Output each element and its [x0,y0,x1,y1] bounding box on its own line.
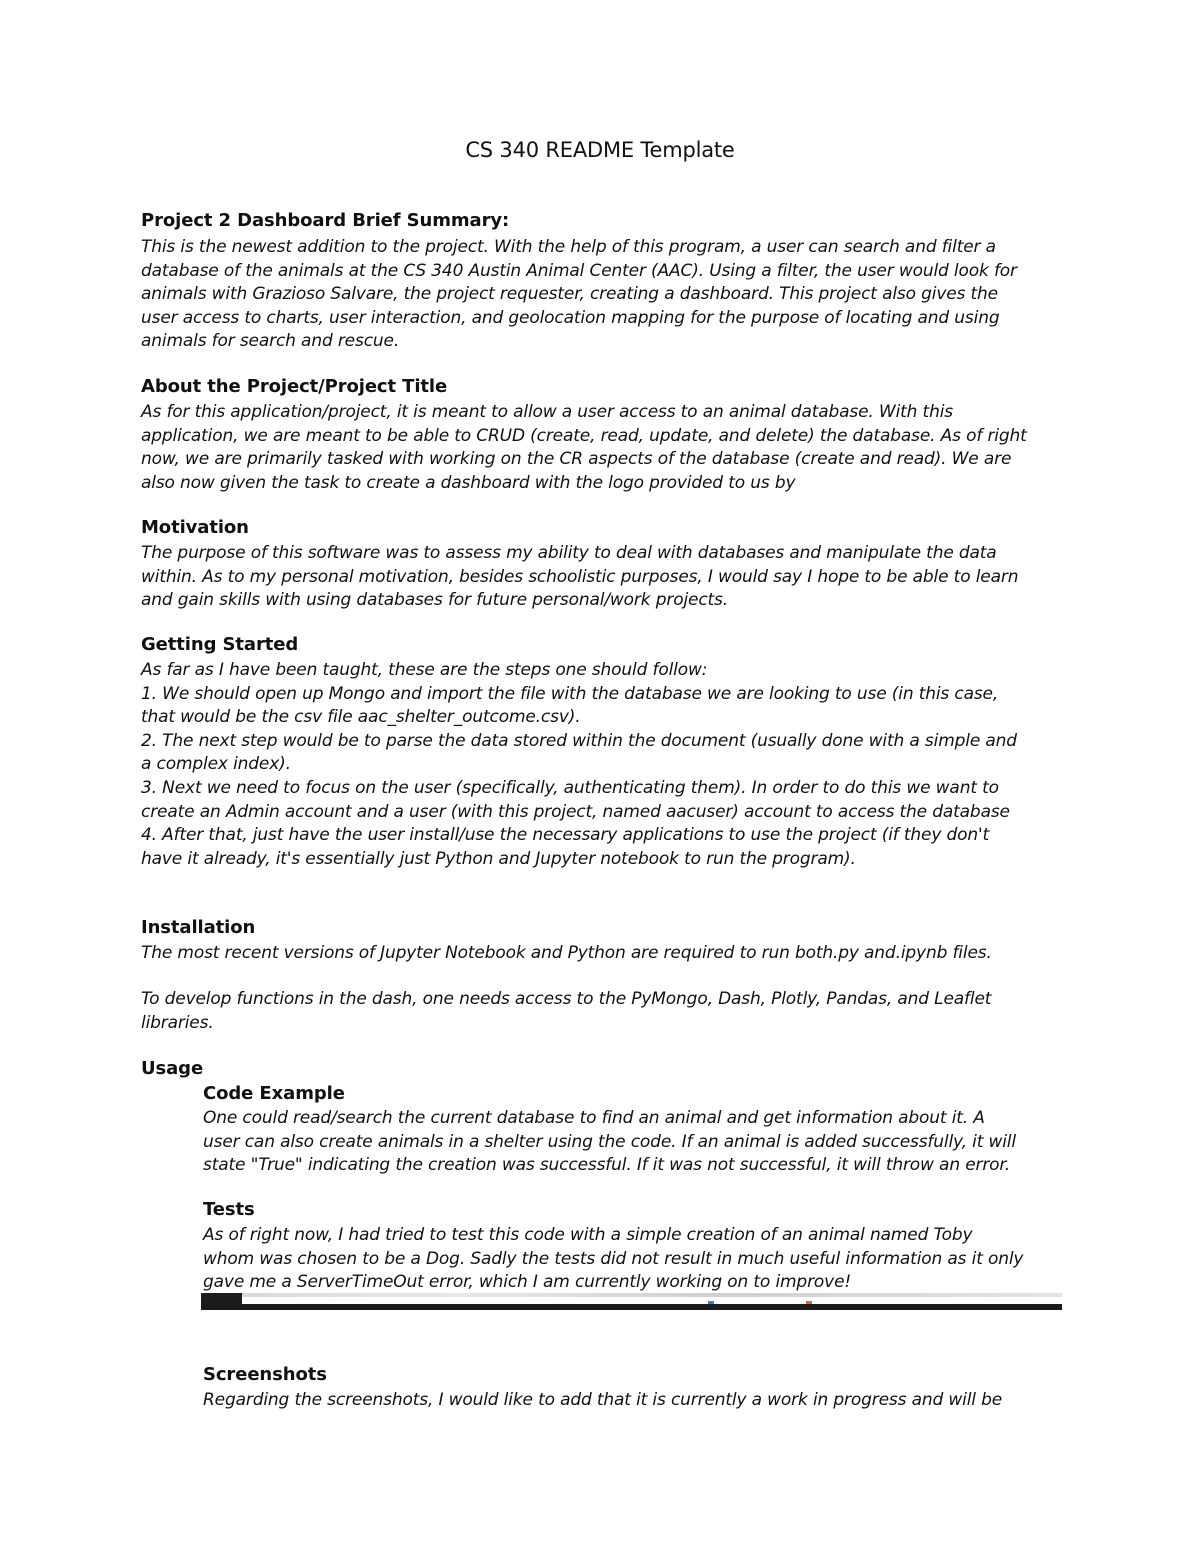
section-heading-getting-started: Getting Started [141,634,299,655]
text-line: The purpose of this software was to assess my ability to deal with databases and manipulate the data [141,543,997,563]
text-line: a complex index). [141,754,291,775]
text-line: As of right now, I had tried to test this code with a simple creation of an animal named Toby [203,1225,973,1245]
section-heading-summary: Project 2 Dashboard Brief Summary: [141,210,510,231]
text-line: The most recent versions of Jupyter Notebook and Python are required to run both.py and.ipynb files. [141,943,992,963]
subsection-body-screenshots [203,1389,1002,1413]
text-line: One could read/search the current database to find an animal and get information about it. A [203,1108,985,1128]
section-heading-usage: Usage [141,1058,204,1079]
text-line: animals for search and rescue. [141,331,400,352]
text-line: now, we are primarily tasked with working on the CR aspects of the database (create and read). We are [141,449,1012,470]
text-line: gave me a ServerTimeOut error, which I am currently working on to improve! [203,1272,852,1293]
screenshot-dark-bar [201,1304,1062,1310]
text-line: As for this application/project, it is meant to allow a user access to an animal database. With this [141,402,953,422]
text-line: user access to charts, user interaction, and geolocation mapping for the purpose of locating and using [141,307,1000,328]
document-title: CS 340 README Template [465,138,735,162]
section-body-installation-libraries [141,988,991,1035]
subsection-heading-tests: Tests [203,1199,255,1220]
text-line: state "True" indicating the creation was successful. If it was not successful, it will throw an error. [203,1155,1010,1176]
text-line: 4. After that, just have the user install/use the necessary applications to use the project (if they don't [141,825,990,846]
section-heading-about: About the Project/Project Title [141,376,448,397]
embedded-screenshot-image [201,1293,1062,1311]
text-line: Regarding the screenshots, I would like to add that it is currently a work in progress and will be [203,1390,1003,1410]
subsection-heading-screenshots: Screenshots [203,1364,327,1385]
section-body-motivation [141,542,1018,613]
section-heading-motivation: Motivation [141,517,249,538]
text-line: user can also create animals in a shelter using the code. If an animal is added successfully, it will [203,1131,1016,1152]
text-line: within. As to my personal motivation, besides schoolistic purposes, I would say I hope to be able to learn [141,566,1019,587]
section-body-getting-started [141,659,1017,871]
text-line: and gain skills with using databases for future personal/work projects. [141,590,728,611]
text-line: animals with Grazioso Salvare, the project requester, creating a dashboard. This project also gives the [141,284,998,305]
text-line: To develop functions in the dash, one needs access to the PyMongo, Dash, Plotly, Pandas, and Leaflet [141,989,992,1009]
text-line: that would be the csv file aac_shelter_outcome.csv). [141,707,581,728]
section-body-about [141,401,1027,495]
section-body-summary [141,236,1017,354]
text-line: 2. The next step would be to parse the data stored within the document (usually done with a simple and [141,730,1017,751]
text-line: application, we are meant to be able to CRUD (create, read, update, and delete) the database. As of right [141,425,1027,446]
subsection-body-tests [203,1224,1023,1295]
text-line: whom was chosen to be a Dog. Sadly the tests did not result in much useful information as it only [203,1248,1024,1269]
subsection-body-code-example [203,1107,1016,1178]
text-line: also now given the task to create a dashboard with the logo provided to us by [141,472,796,493]
section-body-installation [141,942,992,966]
text-line: create an Admin account and a user (with this project, named aacuser) account to access the database [141,801,1010,822]
section-heading-installation: Installation [141,917,256,938]
text-line: This is the newest addition to the project. With the help of this program, a user can search and filter a [141,237,996,257]
text-line: 1. We should open up Mongo and import the file with the database we are looking to use (in this case, [141,683,999,704]
text-line: have it already, it's essentially just Python and Jupyter notebook to run the program). [141,848,856,869]
text-line: 3. Next we need to focus on the user (specifically, authenticating them). In order to do this we want to [141,777,999,798]
subsection-heading-code-example: Code Example [203,1083,345,1104]
screenshot-edge [201,1293,1062,1297]
text-line: database of the animals at the CS 340 Austin Animal Center (AAC). Using a filter, the user would look for [141,260,1017,281]
text-line: As far as I have been taught, these are the steps one should follow: [141,660,708,680]
text-line: libraries. [141,1012,214,1033]
